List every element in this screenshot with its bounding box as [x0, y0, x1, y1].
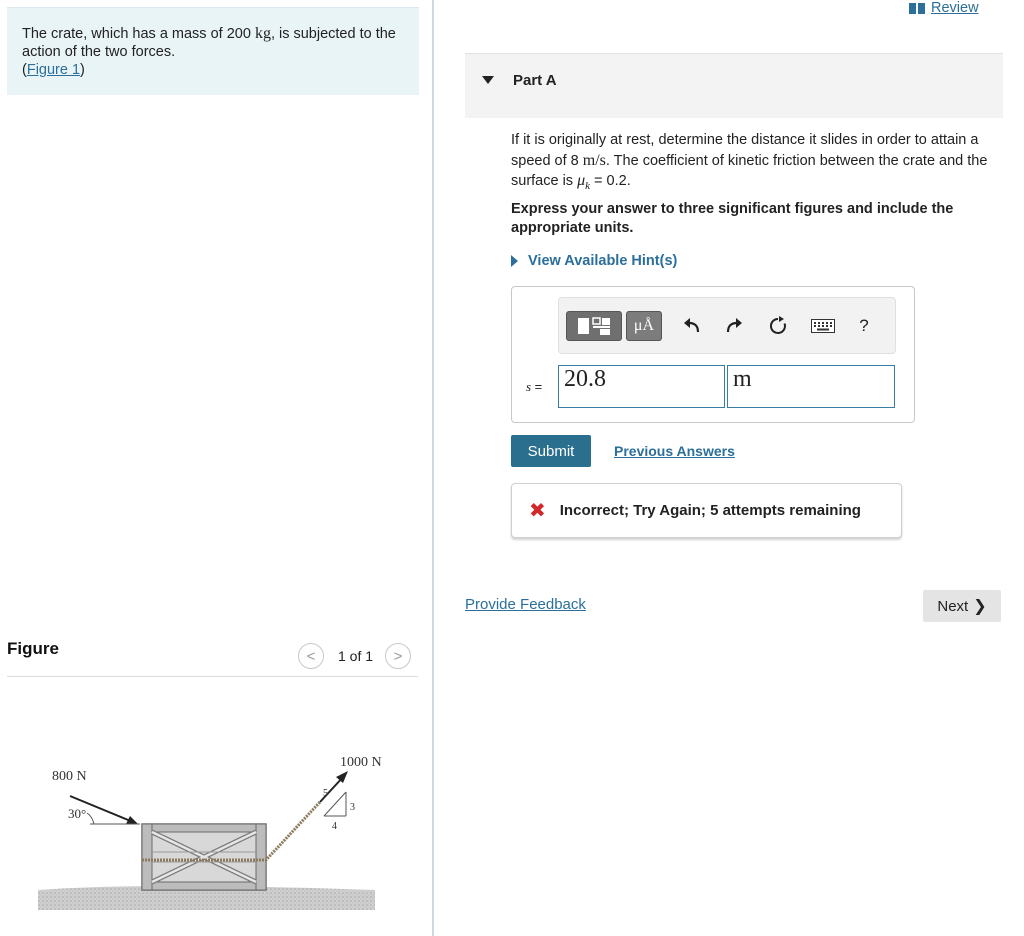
figure-link[interactable]: Figure 1	[26, 62, 81, 78]
mu-value: = 0.2.	[590, 173, 631, 189]
units-button[interactable]	[626, 311, 662, 341]
slope-label-vert: 3	[350, 802, 355, 813]
slope-label-horiz: 4	[332, 821, 337, 832]
chevron-left-icon: <	[306, 647, 316, 665]
caret-down-icon	[482, 76, 494, 84]
templates-button[interactable]	[566, 311, 622, 341]
answer-instructions: Express your answer to three significant figures and include the appropriate units.	[511, 201, 954, 236]
answer-value-input[interactable]	[558, 365, 725, 408]
figure-divider	[7, 676, 418, 677]
mass-unit: kg	[254, 25, 271, 42]
problem-statement	[7, 7, 419, 95]
book-icon	[909, 3, 925, 14]
column-divider	[432, 0, 434, 936]
left-panel	[0, 0, 432, 936]
keyboard-button[interactable]	[807, 311, 839, 341]
problem-text-after: , is subjected to the action of the two forces.	[22, 26, 396, 60]
feedback-text: Incorrect; Try Again; 5 attempts remaining	[559, 502, 861, 519]
submit-button[interactable]: Submit	[511, 435, 591, 467]
reset-button[interactable]	[763, 311, 793, 341]
answer-box	[511, 286, 915, 423]
undo-icon	[683, 318, 701, 334]
question-text	[511, 131, 1001, 196]
figure-counter: 1 of 1	[338, 648, 374, 664]
hint-toggle-label: View Available Hint(s)	[528, 253, 678, 269]
part-title: Part A	[513, 72, 557, 89]
next-button-label: Next	[937, 597, 969, 615]
figure-title: Figure	[7, 639, 59, 658]
error-x-icon: ✖	[529, 500, 546, 522]
figure-link-open: (	[22, 62, 27, 78]
force-label-1000n: 1000 N	[340, 755, 382, 770]
answer-value-text: 20.8	[564, 366, 606, 392]
review-link[interactable]	[909, 0, 979, 16]
answer-variable-label	[526, 379, 542, 395]
keyboard-icon	[811, 319, 835, 333]
angle-label-30: 30°	[68, 806, 87, 821]
provide-feedback-link[interactable]: Provide Feedback	[465, 596, 586, 613]
part-a-header[interactable]	[465, 54, 1003, 118]
chevron-right-icon: >	[393, 647, 403, 665]
crate	[142, 824, 266, 890]
answer-variable: s	[526, 379, 532, 394]
figure-prev-button[interactable]	[298, 643, 324, 669]
force-label-800n: 800 N	[52, 769, 87, 784]
answer-equals: =	[531, 379, 543, 394]
problem-text-before: The crate, which has a mass of 200	[22, 26, 251, 42]
figure-next-button[interactable]	[385, 643, 411, 669]
help-button[interactable]	[851, 311, 877, 341]
answer-units-text: m	[733, 366, 752, 392]
slope-label-hyp: 5	[323, 788, 328, 799]
math-toolbar	[558, 297, 896, 354]
previous-answers-link[interactable]: Previous Answers	[614, 443, 735, 459]
next-button[interactable]	[923, 590, 1001, 622]
crate-figure	[30, 740, 390, 910]
mu-symbol: μ	[577, 172, 586, 189]
figure-pagination	[298, 642, 411, 670]
reset-icon	[768, 316, 788, 336]
feedback-message	[511, 483, 902, 538]
question-line2: . The coefficient of kinetic friction between the crate and the surface is	[511, 152, 988, 189]
figure-link-close: )	[80, 62, 85, 78]
answer-units-input[interactable]	[727, 365, 895, 408]
help-icon: ?	[859, 316, 869, 335]
redo-button[interactable]	[719, 311, 749, 341]
speed-unit: m/s	[582, 151, 606, 169]
redo-icon	[725, 318, 743, 334]
units-button-label: μÅ	[633, 317, 655, 334]
chevron-right-icon: ❯	[973, 598, 987, 615]
review-label: Review	[931, 0, 979, 16]
undo-button[interactable]	[677, 311, 707, 341]
caret-right-icon	[511, 255, 518, 267]
fraction-template-icon	[574, 315, 614, 337]
mu-subscript: k	[585, 179, 591, 192]
view-hints-toggle[interactable]	[511, 253, 677, 269]
question-line1: If it is originally at rest, determine the distance it slides in order to attain a speed of 8	[511, 132, 979, 169]
